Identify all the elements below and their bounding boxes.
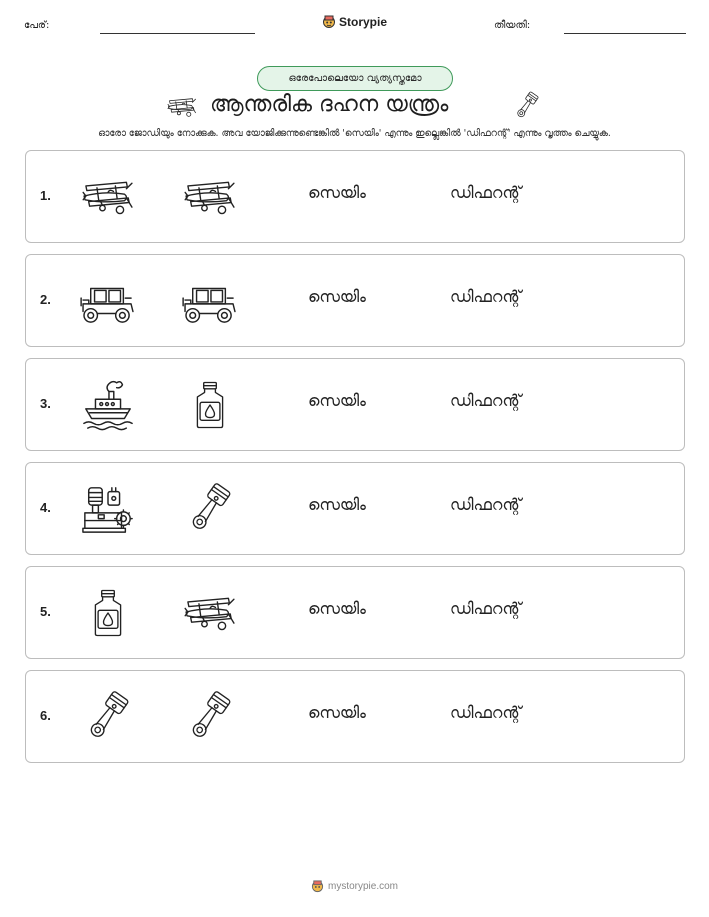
left-picture	[78, 585, 138, 641]
name-label: പേര്:	[24, 20, 50, 31]
different-option[interactable]: ഡിഫറന്റ്	[450, 287, 522, 306]
piston-icon	[183, 689, 237, 745]
piston-icon	[512, 91, 542, 121]
right-picture	[180, 689, 240, 745]
question-row-4	[25, 462, 685, 555]
piston-icon	[81, 689, 135, 745]
footer	[0, 879, 709, 894]
different-option[interactable]: ഡിഫറന്റ്	[450, 703, 522, 722]
same-option[interactable]: സെയിം	[308, 495, 366, 514]
right-picture	[180, 377, 240, 433]
piston-icon	[183, 481, 237, 537]
oil-bottle-icon	[81, 585, 135, 641]
storypie-logo-icon	[322, 14, 336, 30]
biplane-icon	[80, 174, 136, 220]
worksheet-type-badge: ഒരേപോലെയോ വ്യത്യസ്തമോ	[257, 66, 453, 91]
page-title: ആന്തരിക ദഹന യന്ത്രം	[210, 92, 449, 117]
footer-site[interactable]: mystorypie.com	[327, 881, 398, 892]
biplane-icon	[182, 174, 238, 220]
right-picture	[180, 169, 240, 225]
left-picture	[78, 689, 138, 745]
question-number: 3.	[40, 396, 51, 411]
engine-gears-icon	[80, 482, 136, 536]
worksheet-header	[0, 12, 709, 38]
oil-bottle-icon	[183, 377, 237, 433]
biplane-icon	[166, 94, 198, 120]
title-row	[0, 90, 709, 124]
question-list	[25, 150, 685, 774]
right-picture	[180, 273, 240, 329]
brand	[322, 14, 387, 30]
question-number: 5.	[40, 604, 51, 619]
different-option[interactable]: ഡിഫറന്റ്	[450, 391, 522, 410]
different-option[interactable]: ഡിഫറന്റ്	[450, 183, 522, 202]
right-picture	[180, 481, 240, 537]
different-option[interactable]: ഡിഫറന്റ്	[450, 495, 522, 514]
question-row-3	[25, 358, 685, 451]
left-picture	[78, 481, 138, 537]
same-option[interactable]: സെയിം	[308, 287, 366, 306]
question-row-2	[25, 254, 685, 347]
instruction-text: ഓരോ ജോഡിയും നോക്കുക. അവ യോജിക്കുന്നുണ്ടെങ്കിൽ 'സെയിം' എന്നും ഇല്ലെങ്കിൽ 'ഡിഫറന്റ്' എന്നും വൃത്തം ചെയ്യുക.	[98, 128, 611, 139]
date-label: തീയതി:	[494, 20, 531, 31]
question-number: 1.	[40, 188, 51, 203]
brand-name: Storypie	[339, 15, 388, 29]
question-number: 2.	[40, 292, 51, 307]
name-line[interactable]	[100, 33, 255, 34]
left-picture	[78, 377, 138, 433]
same-option[interactable]: സെയിം	[308, 391, 366, 410]
question-number: 6.	[40, 708, 51, 723]
vintage-car-icon	[180, 277, 240, 325]
right-picture	[180, 585, 240, 641]
same-option[interactable]: സെയിം	[308, 183, 366, 202]
steamboat-icon	[80, 378, 136, 432]
biplane-icon	[182, 590, 238, 636]
storypie-logo-icon	[311, 879, 324, 894]
same-option[interactable]: സെയിം	[308, 599, 366, 618]
different-option[interactable]: ഡിഫറന്റ്	[450, 599, 522, 618]
date-line[interactable]	[564, 33, 686, 34]
same-option[interactable]: സെയിം	[308, 703, 366, 722]
question-row-5	[25, 566, 685, 659]
left-picture	[78, 169, 138, 225]
question-number: 4.	[40, 500, 51, 515]
left-picture	[78, 273, 138, 329]
question-row-6	[25, 670, 685, 763]
vintage-car-icon	[78, 277, 138, 325]
question-row-1	[25, 150, 685, 243]
